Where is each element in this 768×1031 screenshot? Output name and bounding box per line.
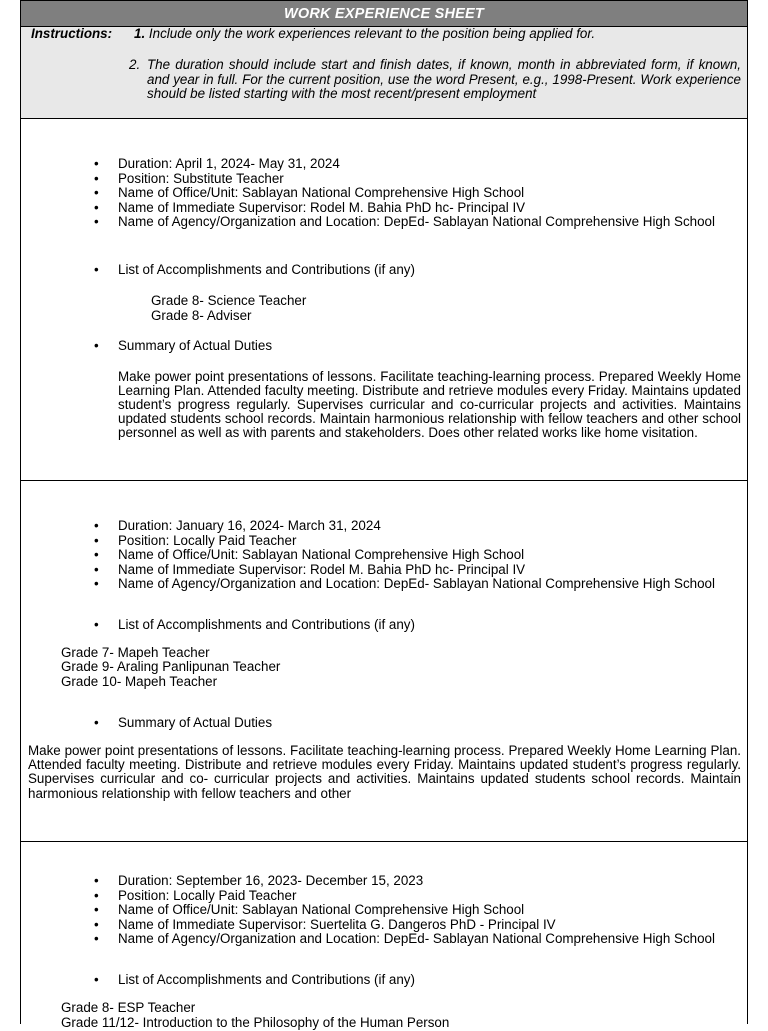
duties-heading: • Summary of Actual Duties [118, 716, 741, 731]
entry-office: • Name of Office/Unit: Sablayan National Comprehensive High School [118, 186, 741, 201]
entry-supervisor: • Name of Immediate Supervisor: Suertelita G. Dangeros PhD - Principal IV [118, 918, 741, 933]
accomplishment-item: Grade 7- Mapeh Teacher [61, 645, 210, 660]
instructions-section [21, 27, 747, 119]
instruction-1 [134, 27, 595, 42]
accomplishment-item: Grade 11/12- Introduction to the Philosophy of the Human Person [61, 1015, 450, 1030]
work-entry [21, 842, 747, 1030]
entry-details-list [118, 157, 741, 230]
work-experience-sheet [20, 0, 748, 1030]
entry-details-list [118, 874, 741, 947]
instruction-1-text: Include only the work experiences relevant to the position being applied for. [148, 26, 596, 41]
instruction-2-number: 2. [129, 57, 141, 72]
accomplishment-item: Grade 8- ESP Teacher [61, 1000, 196, 1015]
accomplishment-item: Grade 8- Adviser [151, 308, 252, 323]
entry-details-list [118, 519, 741, 592]
instruction-1-number: 1. [134, 26, 146, 41]
accomplishments-heading-list [118, 263, 741, 278]
entry-agency: • Name of Agency/Organization and Location: DepEd- Sablayan National Comprehensive High School [118, 215, 741, 230]
entry-position: • Position: Locally Paid Teacher [118, 534, 741, 549]
entry-supervisor: • Name of Immediate Supervisor: Rodel M. Bahia PhD hc- Principal IV [118, 201, 741, 216]
entry-agency: • Name of Agency/Organization and Location: DepEd- Sablayan National Comprehensive High School [118, 932, 741, 947]
accomplishments-heading-list [118, 618, 741, 633]
work-entry [21, 119, 747, 481]
duties-heading-list [118, 716, 741, 731]
entry-position: • Position: Substitute Teacher [118, 172, 741, 187]
accomplishment-item: Grade 10- Mapeh Teacher [61, 674, 218, 689]
entry-duration: • Duration: September 16, 2023- December 15, 2023 [118, 874, 741, 889]
accomplishments-heading-list [118, 973, 741, 988]
accomplishment-item: Grade 9- Araling Panlipunan Teacher [61, 659, 281, 674]
entry-position: • Position: Locally Paid Teacher [118, 889, 741, 904]
instruction-2-text: The duration should include start and finish dates, if known, month in abbreviated form, if known, and year in full. For the current position, use the word Present, e.g., 1998-Present. Work experience should be listed starting with the most recent/present employment [147, 57, 741, 101]
entry-duration: • Duration: April 1, 2024- May 31, 2024 [118, 157, 741, 172]
instructions-label: Instructions: [31, 26, 113, 41]
entry-agency: • Name of Agency/Organization and Location: DepEd- Sablayan National Comprehensive High School [118, 577, 741, 592]
entry-office: • Name of Office/Unit: Sablayan National Comprehensive High School [118, 548, 741, 563]
entry-office: • Name of Office/Unit: Sablayan National Comprehensive High School [118, 903, 741, 918]
entry-duration: • Duration: January 16, 2024- March 31, 2024 [118, 519, 741, 534]
duties-heading-list [118, 339, 741, 354]
work-entry [21, 481, 747, 842]
instruction-2 [129, 58, 741, 102]
accomplishment-item: Grade 8- Science Teacher [151, 293, 307, 308]
duties-summary: Make power point presentations of lessons. Facilitate teaching-learning process. Prepared Weekly Home Learning Plan. Attended faculty meeting. Distribute and retrieve modules every Friday. Maintains updated student’s progress regularly. Supervises curricular and co-curricular projects and activities. Maintains updated students school records. Maintain harmonious relationship with fellow teachers and other school personnel as well as with parents and stakeholders. Does other related works like home visitation. [118, 369, 741, 441]
duties-summary: Make power point presentations of lessons. Facilitate teaching-learning process. Prepared Weekly Home Learning Plan. Attended faculty meeting. Distribute and retrieve modules every Friday. Maintains updated student’s progress regularly. Supervises curricular and co- curricular projects and activities. Maintains updated students school records. Maintain harmonious relationship with fellow teachers and other [28, 743, 741, 801]
sheet-title: WORK EXPERIENCE SHEET [21, 0, 747, 27]
accomplishments-heading: • List of Accomplishments and Contributions (if any) [118, 263, 741, 278]
duties-heading: • Summary of Actual Duties [118, 339, 741, 354]
accomplishments-heading: • List of Accomplishments and Contributions (if any) [118, 973, 741, 988]
accomplishments-heading: • List of Accomplishments and Contributions (if any) [118, 618, 741, 633]
entry-supervisor: • Name of Immediate Supervisor: Rodel M. Bahia PhD hc- Principal IV [118, 563, 741, 578]
